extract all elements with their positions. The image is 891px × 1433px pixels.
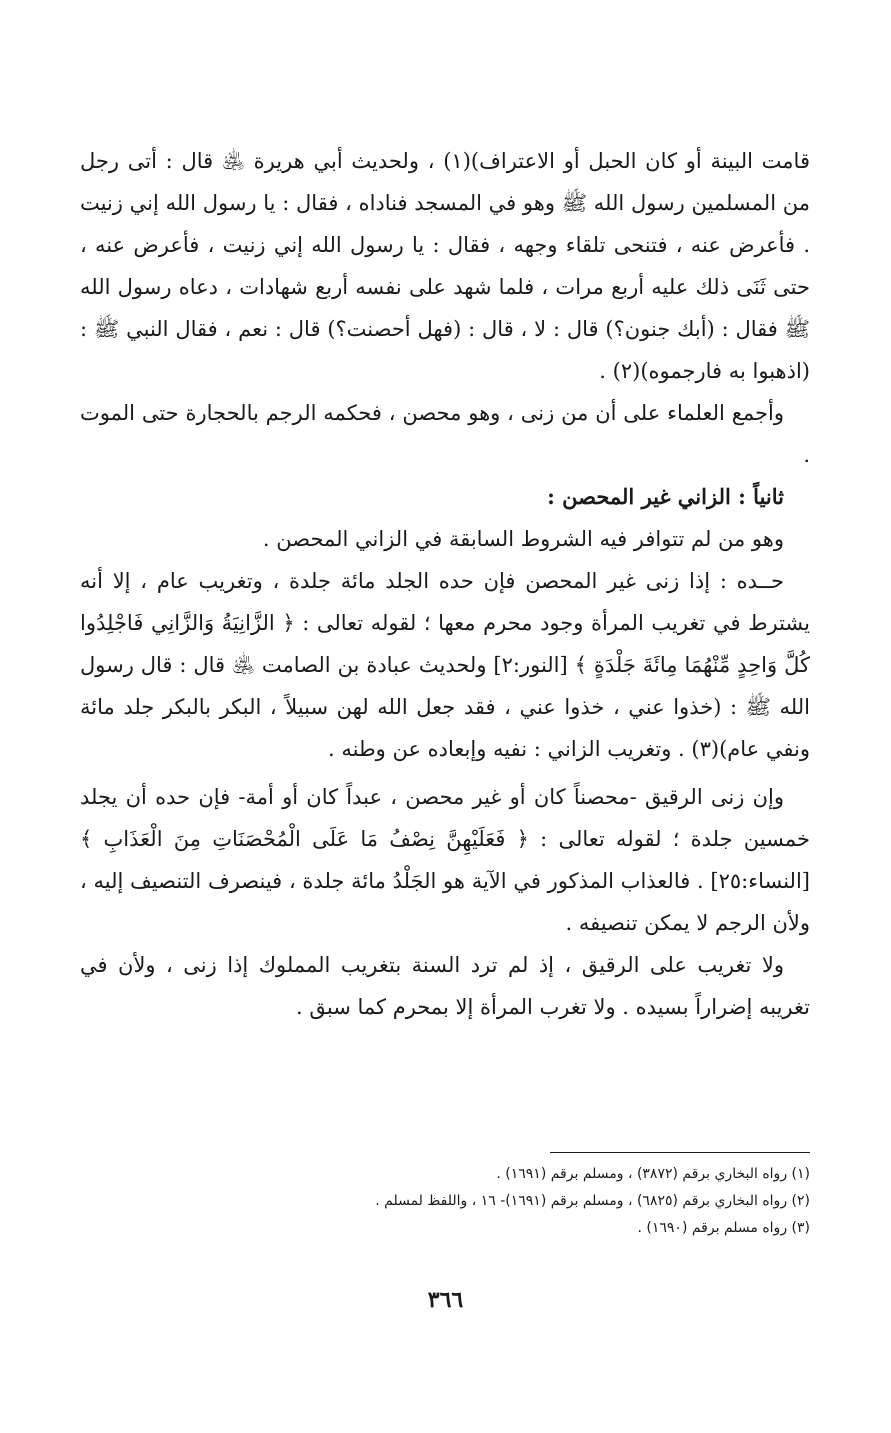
paragraph-2: وأجمع العلماء على أن من زنى ، وهو محصن ، فحكمه الرجم بالحجارة حتى الموت . <box>80 401 810 467</box>
footnote-2: (٢) رواه البخاري برقم (٦٨٢٥) ، ومسلم برقم (١٦٩١)- ١٦ ، واللفظ لمسلم . <box>375 1193 810 1209</box>
footnote-3: (٣) رواه مسلم برقم (١٦٩٠) . <box>637 1220 810 1236</box>
footnote-1: (١) رواه البخاري برقم (٣٨٧٢) ، ومسلم برقم (١٦٩١) . <box>496 1166 810 1182</box>
paragraph-4: حــده : إذا زنى غير المحصن فإن حده الجلد مائة جلدة ، وتغريب عام ، إلا أنه يشترط في تغريب المرأة وجود محرم معها ؛ لقوله تعالى : ﴿ الزَّانِيَةُ وَالزَّانِي فَاجْلِدُوا كُلَّ وَاحِدٍ مِّنْهُمَا مِائَةَ جَلْدَةٍ ﴾ [النور:٢] ولحديث عبادة بن الصامت ﵁ قال : قال رسول الله ﷺ : (خذوا عني ، خذوا عني ، فقد جعل الله لهن سبيلاً ، البكر بالبكر جلد مائة ونفي عام)(٣) . وتغريب الزاني : نفيه وإبعاده عن وطنه . <box>80 569 810 761</box>
footnote-divider <box>550 1152 810 1153</box>
page-number: ٣٦٦ <box>427 1287 464 1313</box>
paragraph-3: وهو من لم تتوافر فيه الشروط السابقة في الزاني المحصن . <box>262 527 784 551</box>
paragraph-6: ولا تغريب على الرقيق ، إذ لم ترد السنة بتغريب المملوك إذا زنى ، ولأن في تغريبه إضراراً بسيده . ولا تغرب المرأة إلا بمحرم كما سبق . <box>80 953 810 1019</box>
footnotes <box>80 1152 810 1242</box>
paragraph-1: قامت البينة أو كان الحبل أو الاعتراف)(١) ، ولحديث أبي هريرة ﵁ قال : أتى رجل من المسلمين رسول الله ﷺ وهو في المسجد فناداه ، فقال : يا رسول الله إني زنيت . فأعرض عنه ، فتنحى تلقاء وجهه ، فقال : يا رسول الله إني زنيت ، فأعرض عنه ، حتى ثَنَى ذلك عليه أربع مرات ، فلما شهد على نفسه أربع شهادات ، دعاه رسول الله ﷺ فقال : (أبك جنون؟) قال : لا ، قال : (فهل أحصنت؟) قال : نعم ، فقال النبي ﷺ : (اذهبوا به فارجموه)(٢) . <box>80 149 810 383</box>
section-heading: ثانياً : الزاني غير المحصن : <box>547 484 784 509</box>
paragraph-5: وإن زنى الرقيق -محصناً كان أو غير محصن ، عبداً كان أو أمة- فإن حده أن يجلد خمسين جلدة ؛ لقوله تعالى : ﴿ فَعَلَيْهِنَّ نِصْفُ مَا عَلَى الْمُحْصَنَاتِ مِنَ الْعَذَابِ ﴾ [النساء:٢٥] . فالعذاب المذكور في الآية هو الجَلْدُ مائة جلدة ، فينصرف التنصيف إليه ، ولأن الرجم لا يمكن تنصيفه . <box>80 785 810 935</box>
page-body <box>80 140 810 1028</box>
